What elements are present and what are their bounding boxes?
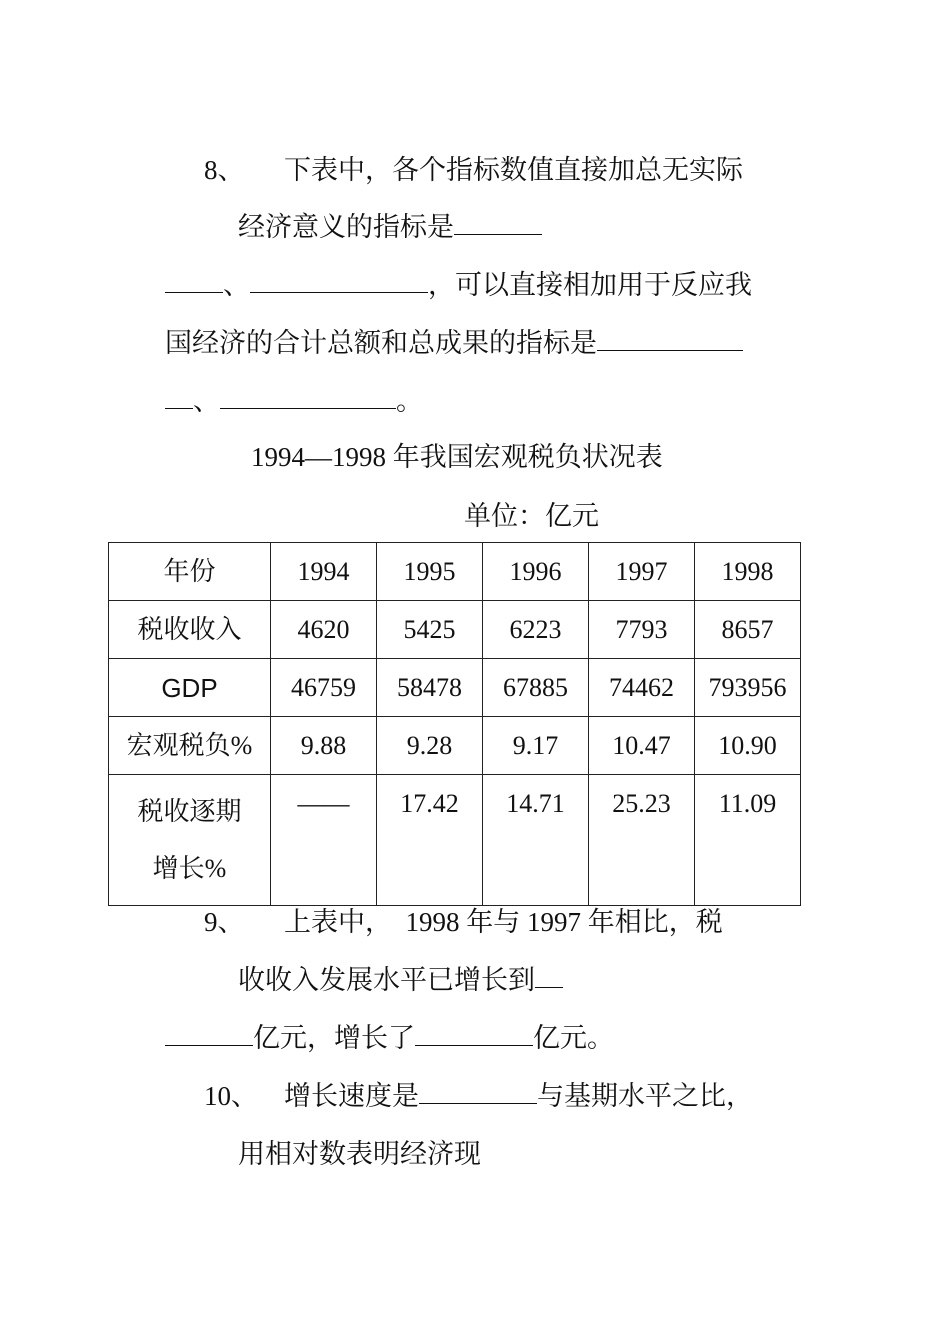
q8-blank-1[interactable] (454, 233, 542, 235)
q9-line3-b: 亿元。 (533, 1023, 614, 1053)
q9-blank-2[interactable] (415, 1044, 533, 1046)
q10-line1 (284, 1083, 753, 1110)
q9-blank-1-cont[interactable] (165, 1044, 253, 1046)
table-cell: 7793 (589, 601, 695, 659)
q8-line4 (165, 330, 743, 357)
q8-blank-2[interactable] (250, 291, 428, 293)
row-label-tax-growth-line1: 税收逐期 (137, 797, 242, 826)
table-cell: 58478 (377, 659, 483, 717)
q9-line2-text: 收收入发展水平已增长到 (238, 965, 535, 995)
q10-blank-1[interactable] (419, 1102, 537, 1104)
table-cell: 25.23 (589, 775, 695, 906)
header-1998: 1998 (695, 543, 801, 601)
q8-line3 (165, 272, 752, 299)
table-cell: 10.90 (695, 717, 801, 775)
table-cell: 8657 (695, 601, 801, 659)
table-row-tax-growth (109, 775, 801, 906)
header-1994: 1994 (271, 543, 377, 601)
q9-line1: 上表中， 1998 年与 1997 年相比，税 (284, 907, 723, 937)
row-label-gdp: GDP (109, 659, 271, 717)
q10-line1-a: 增长速度是 (284, 1081, 419, 1111)
q8-line4-text: 国经济的合计总额和总成果的指标是 (165, 328, 597, 358)
q10-line2: 用相对数表明经济现 (238, 1139, 481, 1169)
q8-line3-sep: 、 (223, 270, 250, 300)
q8-blank-4[interactable] (220, 407, 396, 409)
table-cell: 9.88 (271, 717, 377, 775)
table-cell: 5425 (377, 601, 483, 659)
q9-blank-1[interactable] (535, 986, 563, 988)
table-row-gdp (109, 659, 801, 717)
q9-line3 (165, 1025, 614, 1052)
q8-blank-1-cont[interactable] (165, 291, 223, 293)
q8-line1: 下表中，各个指标数值直接加总无实际 (284, 155, 743, 185)
header-1996: 1996 (483, 543, 589, 601)
q8-blank-3[interactable] (597, 349, 743, 351)
q8-blank-3-cont[interactable] (165, 407, 193, 409)
row-label-macro-tax-burden: 宏观税负% (109, 717, 271, 775)
row-label-tax-revenue: 税收收入 (109, 601, 271, 659)
table-cell: 793956 (695, 659, 801, 717)
q8-number: 8、 (204, 155, 245, 185)
table-cell: 67885 (483, 659, 589, 717)
table-cell: 9.17 (483, 717, 589, 775)
table-cell: 4620 (271, 601, 377, 659)
table-cell: 6223 (483, 601, 589, 659)
q9-line2 (238, 967, 563, 994)
table-row-header (109, 543, 801, 601)
row-label-tax-growth (109, 775, 271, 906)
table-cell: 11.09 (695, 775, 801, 906)
table-cell: 9.28 (377, 717, 483, 775)
table-cell: —— (271, 775, 377, 906)
table-cell: 14.71 (483, 775, 589, 906)
q8-line5 (165, 388, 423, 415)
header-1995: 1995 (377, 543, 483, 601)
q8-line3-text: ，可以直接相加用于反应我 (428, 270, 752, 300)
table-cell: 46759 (271, 659, 377, 717)
q9-number: 9、 (204, 907, 245, 937)
table-unit: 单位：亿元 (464, 501, 599, 531)
table-cell: 74462 (589, 659, 695, 717)
table-cell: 10.47 (589, 717, 695, 775)
row-label-tax-growth-line2: 增长% (152, 854, 227, 883)
q8-line5-end: 。 (396, 386, 423, 416)
tax-table (108, 542, 801, 906)
q10-number: 10、 (204, 1081, 258, 1111)
table-title: 1994—1998 年我国宏观税负状况表 (251, 442, 663, 472)
q8-line2-text: 经济意义的指标是 (238, 212, 454, 242)
q8-line5-sep: 、 (193, 386, 220, 416)
q8-line2 (238, 214, 542, 241)
table-row-macro-tax-burden (109, 717, 801, 775)
table-row-tax-revenue (109, 601, 801, 659)
header-year-label: 年份 (109, 543, 271, 601)
table-cell: 17.42 (377, 775, 483, 906)
q10-line1-b: 与基期水平之比， (537, 1081, 753, 1111)
header-1997: 1997 (589, 543, 695, 601)
q9-line3-a: 亿元，增长了 (253, 1023, 415, 1053)
